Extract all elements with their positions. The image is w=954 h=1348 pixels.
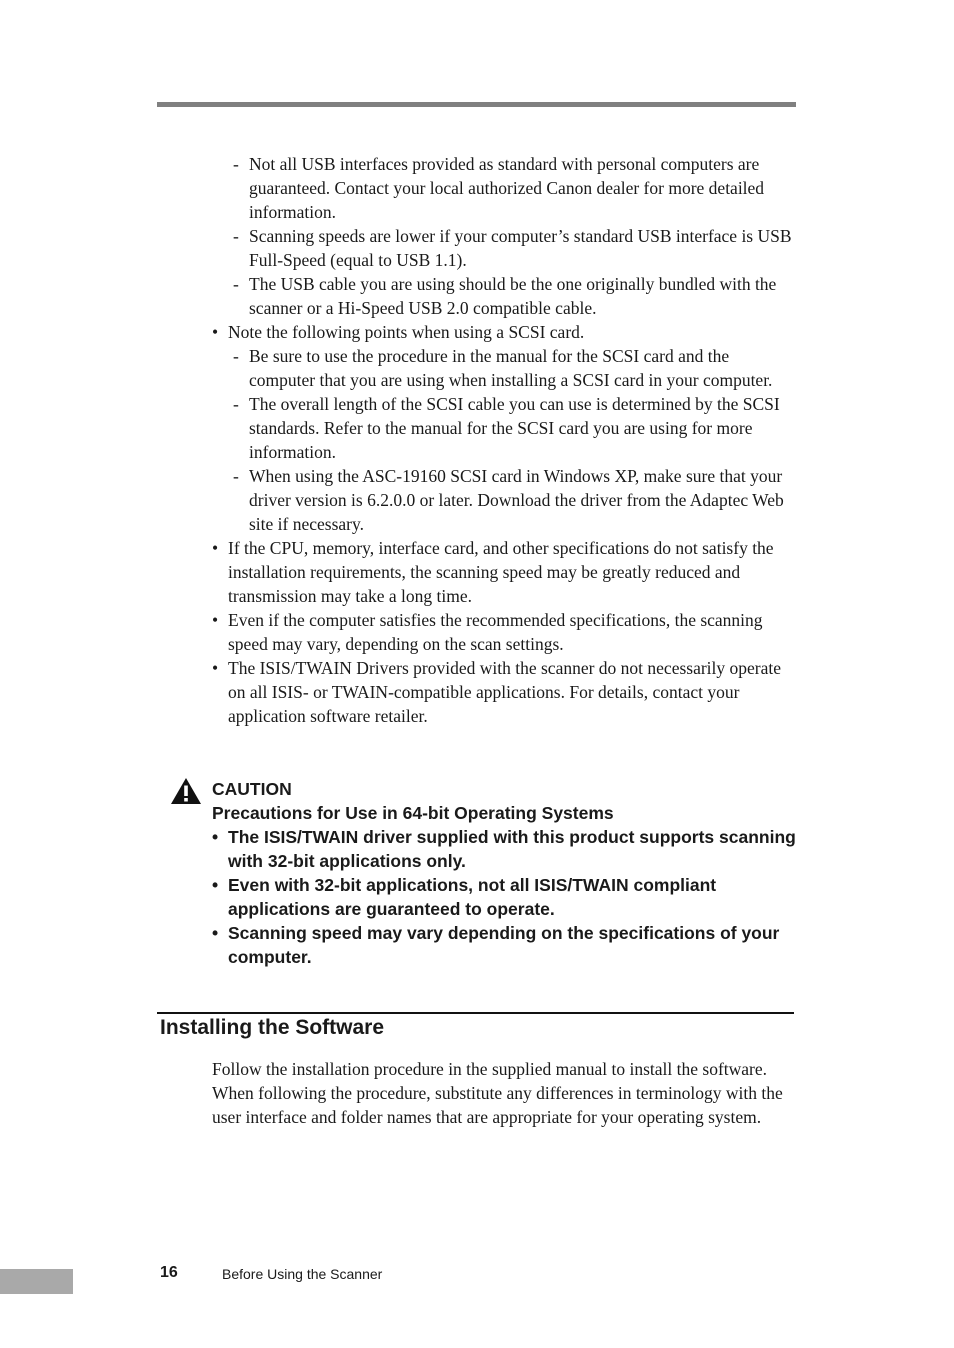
requirements-notes	[212, 152, 794, 728]
list-item	[212, 320, 794, 536]
section-paragraph: Follow the installation procedure in the supplied manual to install the software. When following the procedure, substitute any differences in terminology with the user interface and folder names that are appropriate for your operating system.	[212, 1059, 783, 1127]
list-item	[212, 608, 794, 656]
bullet-marker: •	[212, 610, 219, 630]
header-rule	[157, 102, 796, 107]
dash-marker: -	[233, 346, 239, 366]
caution-label: CAUTION	[212, 779, 292, 799]
list-item	[212, 873, 800, 921]
scsi-note-text: Be sure to use the procedure in the manual for the SCSI card and the computer that you are using when installing a SCSI card in your computer.	[249, 346, 773, 390]
footer-chapter-title: Before Using the Scanner	[222, 1266, 383, 1282]
dash-marker: -	[233, 466, 239, 486]
dash-marker: -	[233, 226, 239, 246]
bullet-marker: •	[212, 875, 219, 895]
usb-note-text: Not all USB interfaces provided as standard with personal computers are guaranteed. Contact your local authorized Canon dealer for more detailed information.	[249, 154, 765, 222]
page-number: 16	[160, 1264, 178, 1281]
bullet-text: The ISIS/TWAIN Drivers provided with the scanner do not necessarily operate on all ISIS- or TWAIN-compatible applications. For details, contact your application software retailer.	[228, 658, 782, 726]
footer-tab-bar	[0, 1269, 73, 1294]
list-item	[212, 825, 800, 873]
bullet-list	[212, 320, 794, 728]
dash-marker: -	[233, 394, 239, 414]
list-item	[212, 536, 794, 608]
bullet-text: Even if the computer satisfies the recommended specifications, the scanning speed may vary, depending on the scan settings.	[228, 610, 763, 654]
list-item	[212, 392, 794, 464]
dash-marker: -	[233, 274, 239, 294]
usb-notes-list	[212, 152, 794, 320]
list-item	[212, 272, 794, 320]
dash-marker: -	[233, 154, 239, 174]
list-item	[212, 464, 794, 536]
usb-note-text: Scanning speeds are lower if your computer’s standard USB interface is USB Full-Speed (equal to USB 1.1).	[249, 226, 792, 270]
scsi-note-text: When using the ASC-19160 SCSI card in Windows XP, make sure that your driver version is 6.2.0.0 or later. Download the driver from the Adaptec Web site if necessary.	[249, 466, 784, 534]
warning-triangle-icon	[170, 777, 202, 805]
caution-item-text: Scanning speed may vary depending on the specifications of your computer.	[228, 923, 780, 967]
bullet-marker: •	[212, 923, 219, 943]
bullet-text: If the CPU, memory, interface card, and other specifications do not satisfy the installation requirements, the scanning speed may be greatly reduced and transmission may take a long time.	[228, 538, 774, 606]
list-item	[212, 921, 800, 969]
caution-content	[212, 777, 800, 969]
caution-box	[170, 777, 800, 969]
scsi-heading: Note the following points when using a SCSI card.	[228, 322, 585, 342]
bullet-marker: •	[212, 658, 219, 678]
bullet-marker: •	[212, 827, 219, 847]
list-item	[212, 152, 794, 224]
list-item	[212, 656, 794, 728]
caution-heading: Precautions for Use in 64-bit Operating Systems	[212, 803, 614, 823]
caution-item-text: Even with 32-bit applications, not all ISIS/TWAIN compliant applications are guaranteed to operate.	[228, 875, 717, 919]
usb-note-text: The USB cable you are using should be the one originally bundled with the scanner or a Hi-Speed USB 2.0 compatible cable.	[249, 274, 777, 318]
list-item	[212, 344, 794, 392]
bullet-marker: •	[212, 322, 219, 342]
scsi-notes-list	[212, 344, 794, 536]
scsi-note-text: The overall length of the SCSI cable you can use is determined by the SCSI standards. Refer to the manual for the SCSI card you are using for more information.	[249, 394, 780, 462]
caution-item-text: The ISIS/TWAIN driver supplied with this product supports scanning with 32-bit applications only.	[228, 827, 796, 871]
list-item	[212, 224, 794, 272]
bullet-marker: •	[212, 538, 219, 558]
section-title: Installing the Software	[160, 1016, 385, 1039]
